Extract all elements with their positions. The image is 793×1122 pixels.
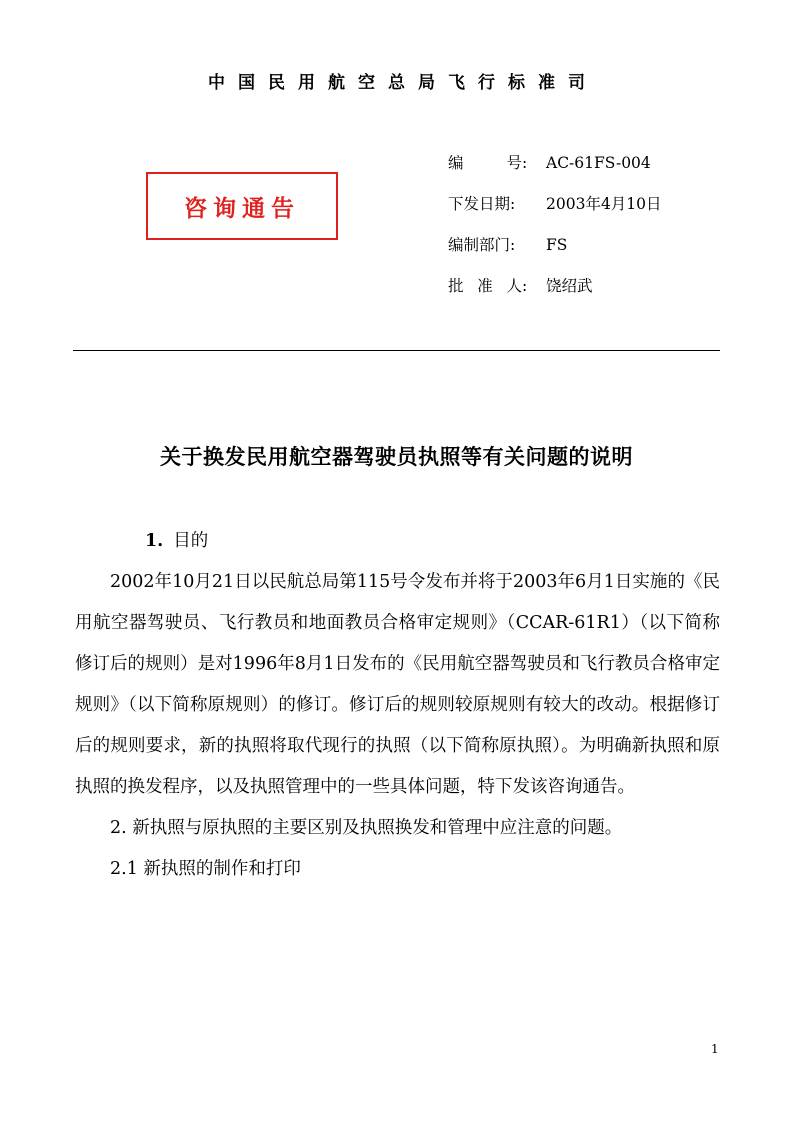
- issuing-organization: 中国民用航空总局飞行标准司: [208, 73, 598, 93]
- meta-row-date: 下发日期: 2003年4月10日: [448, 191, 662, 232]
- notice-stamp-box: [146, 172, 338, 240]
- document-metadata: [448, 150, 662, 314]
- meta-row-number: 编号: AC-61FS-004: [448, 150, 662, 191]
- section-1-title: 目的: [173, 531, 209, 551]
- meta-approver-label: 批准人: [448, 277, 522, 295]
- section-1-number: 1.: [145, 531, 164, 551]
- document-body: [75, 521, 720, 890]
- meta-approver-value: 饶绍武: [546, 277, 593, 295]
- paragraph-1: 2002年10月21日以民航总局第115号令发布并将于2003年6月1日实施的《民用航空器驾驶员、飞行教员和地面教员合格审定规则》（CCAR-61R1）（以下简称修订后的规则）是对1996年8月1日发布的《民用航空器驾驶员和飞行教员合格审定规则》（以下简称原规则）的修订。修订后的规则较原规则有较大的改动。根据修订后的规则要求，新的执照将取代现行的执照（以下简称原执照）。为明确新执照和原执照的换发程序，以及执照管理中的一些具体问题，特下发该咨询通告。: [75, 572, 720, 797]
- section-2-heading: 2. 新执照与原执照的主要区别及执照换发和管理中应注意的问题。: [110, 818, 623, 838]
- meta-date-label: 下发日期: [448, 195, 511, 213]
- document-title: 关于换发民用航空器驾驶员执照等有关问题的说明: [160, 445, 633, 469]
- meta-row-approver: 批准人: 饶绍武: [448, 273, 662, 314]
- meta-row-dept: 编制部门: FS: [448, 232, 662, 273]
- meta-date-value: 2003年4月10日: [546, 195, 662, 213]
- meta-number-value: AC-61FS-004: [546, 154, 651, 172]
- meta-dept-label: 编制部门: [448, 236, 511, 254]
- section-1-heading: [75, 521, 720, 562]
- notice-title: 咨询通告: [184, 195, 300, 222]
- meta-number-label: 编号: [448, 154, 522, 172]
- header-divider: [73, 350, 720, 351]
- page-number: 1: [711, 1042, 719, 1056]
- meta-dept-value: FS: [546, 236, 568, 254]
- section-2-1-heading: 2.1 新执照的制作和打印: [110, 859, 301, 879]
